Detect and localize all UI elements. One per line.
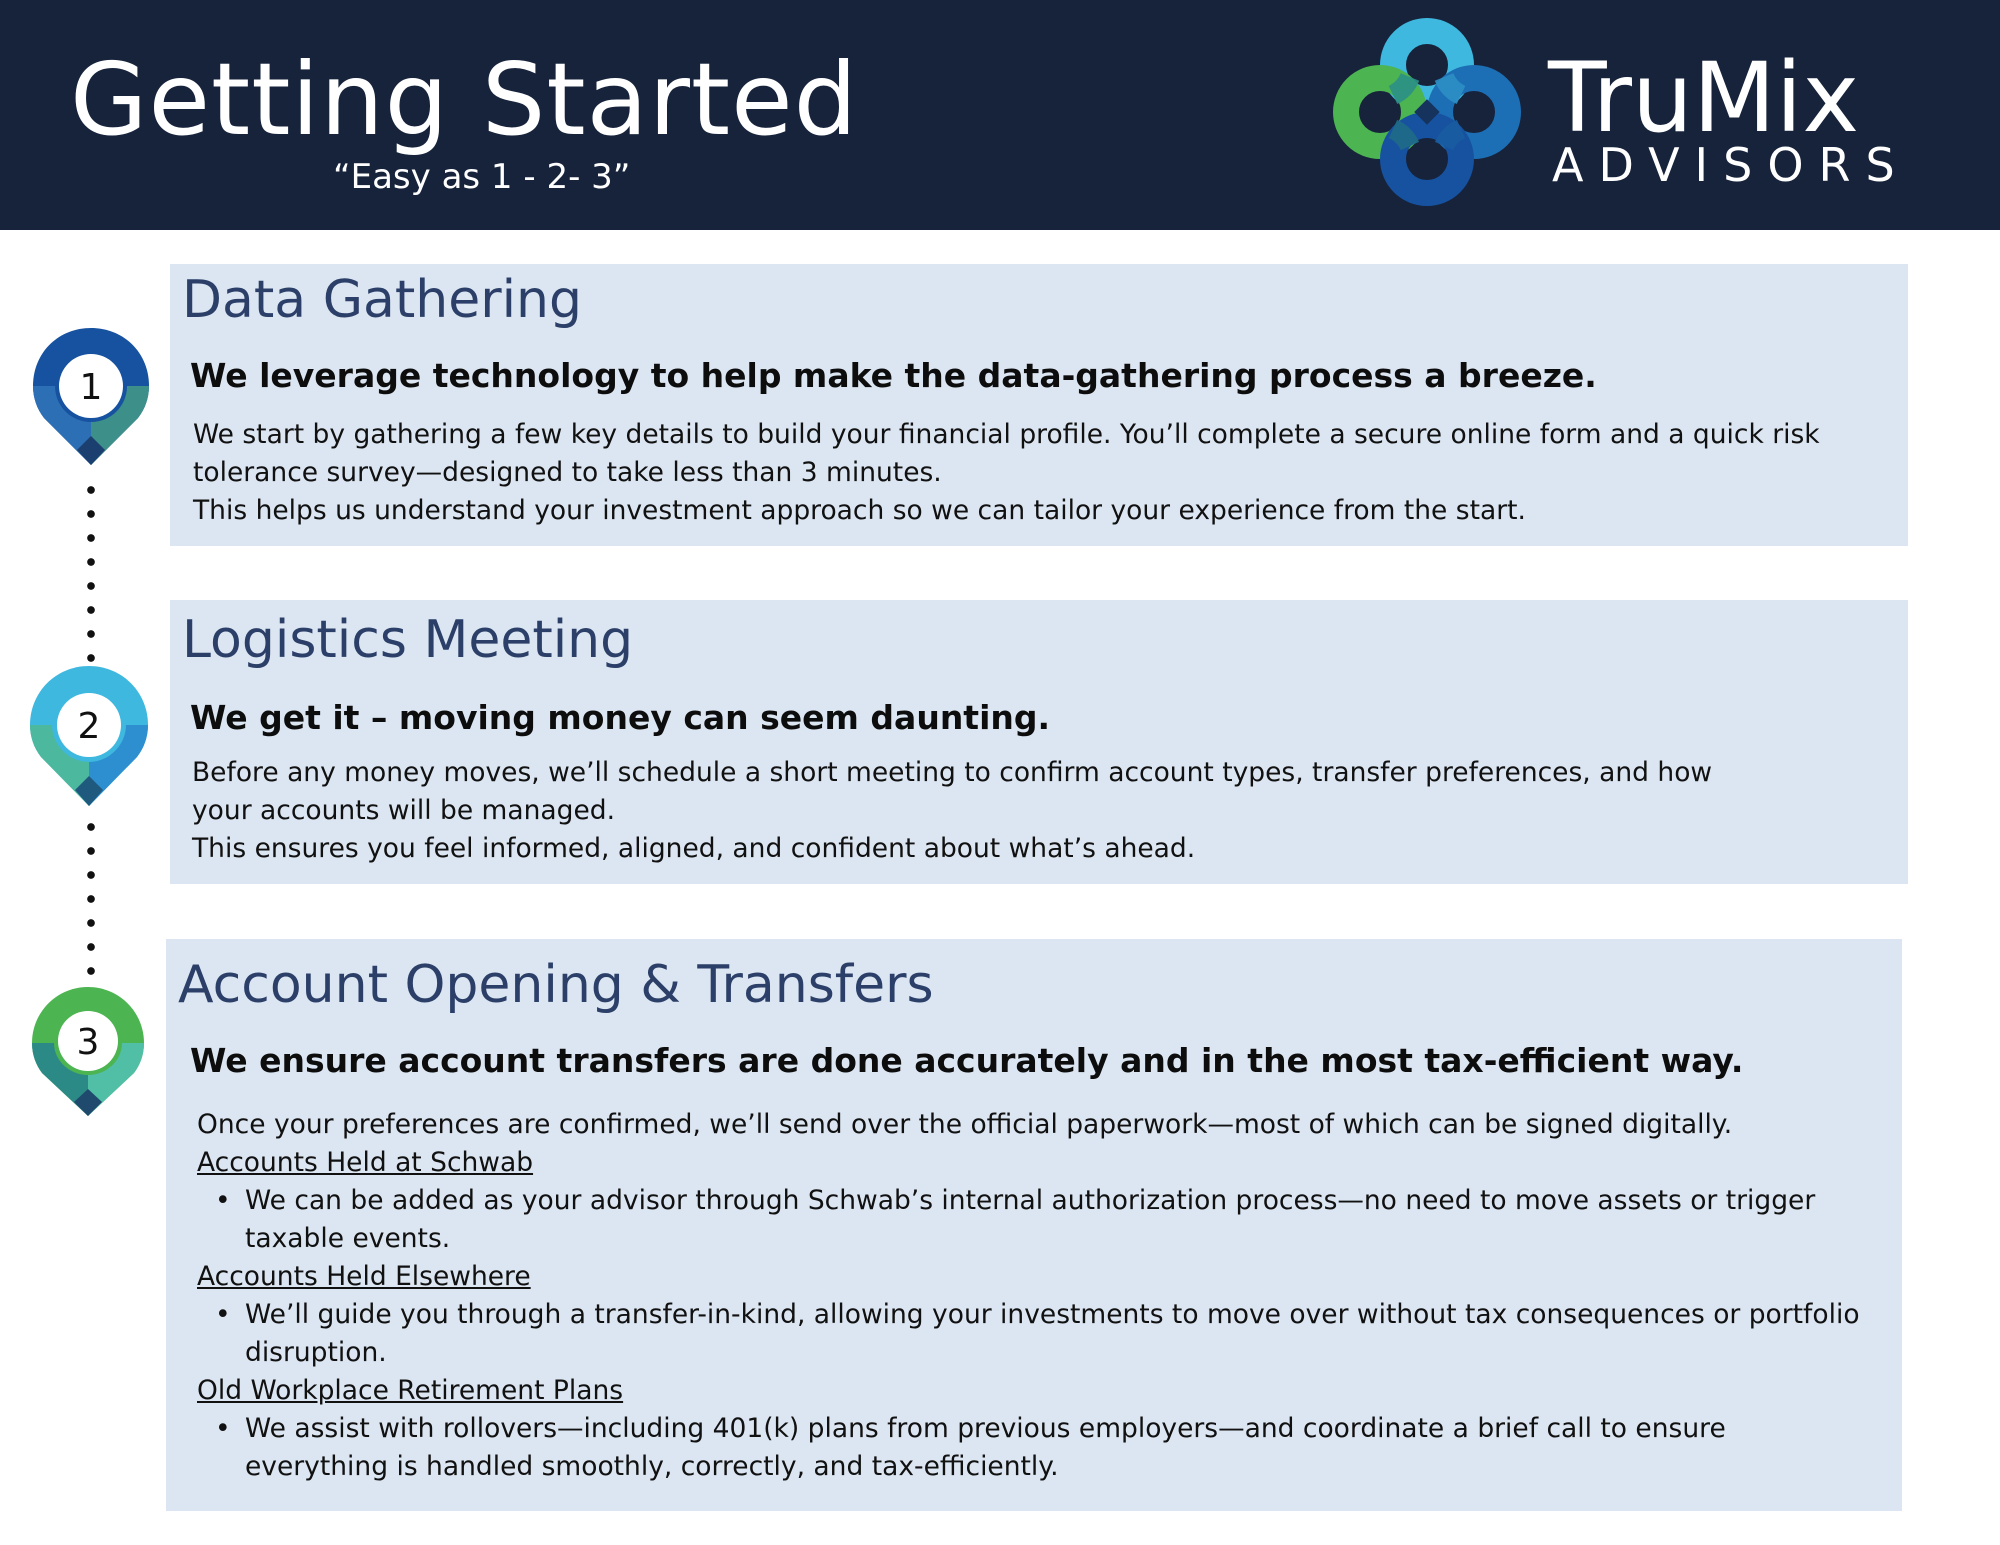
- logo-name: TruMix: [1548, 42, 1860, 154]
- bullet-icon: •: [215, 1299, 231, 1330]
- step-1-body: [193, 416, 1838, 530]
- header-banner: [0, 0, 2000, 230]
- step-1-number: 1: [79, 367, 103, 408]
- step-2-paragraph: Before any money moves, we’ll schedule a short meeting to confirm account types, transfer preferences, and how your accounts will be managed.: [192, 757, 1713, 826]
- step-1-title: Data Gathering: [182, 270, 582, 330]
- trumix-logo-icon: [1330, 15, 1525, 210]
- elsewhere-subheading: Accounts Held Elsewhere: [197, 1261, 531, 1292]
- step-1-marker-icon: [31, 326, 151, 468]
- step-3-lead: We ensure account transfers are done accurately and in the most tax-efficient way.: [190, 1041, 1744, 1080]
- step-2-panel: [170, 600, 1908, 884]
- step-3-body: [197, 1106, 1862, 1486]
- step-3-title: Account Opening & Transfers: [178, 955, 934, 1015]
- retirement-bullet-text: We assist with rollovers—including 401(k) plans from previous employers—and coordinate a brief call to ensure everything is handled smoothly, correctly, and tax-efficiently.: [245, 1413, 1726, 1482]
- step-2-title: Logistics Meeting: [182, 610, 634, 670]
- elsewhere-bullet-text: We’ll guide you through a transfer-in-kind, allowing your investments to move over without tax consequences or portfolio disruption.: [245, 1299, 1860, 1368]
- step-1-lead: We leverage technology to help make the data-gathering process a breeze.: [190, 356, 1597, 395]
- step-1-paragraph: We start by gathering a few key details to build your financial profile. You’ll complete a secure online form and a quick risk tolerance survey—designed to take less than 3 minutes.: [193, 419, 1820, 488]
- timeline-dotted-line: [87, 478, 95, 662]
- step-1-paragraph: This helps us understand your investment approach so we can tailor your experience from the start.: [193, 495, 1526, 526]
- step-3-panel: [166, 939, 1902, 1511]
- bullet-icon: •: [215, 1185, 231, 1216]
- list-item: [197, 1296, 1862, 1372]
- step-2-marker-icon: [28, 664, 150, 809]
- retirement-subheading: Old Workplace Retirement Plans: [197, 1375, 624, 1406]
- step-2-number: 2: [77, 706, 101, 747]
- page-subtitle: “Easy as 1 - 2- 3”: [333, 157, 631, 197]
- timeline-dotted-line: [87, 815, 95, 983]
- step-1-panel: [170, 264, 1908, 546]
- step-2-paragraph: This ensures you feel informed, aligned, and confident about what’s ahead.: [192, 833, 1196, 864]
- step-2-body: [192, 754, 1748, 868]
- schwab-bullet-text: We can be added as your advisor through Schwab’s internal authorization process—no need to move assets or trigger taxable events.: [245, 1185, 1816, 1254]
- step-3-number: 3: [76, 1022, 100, 1063]
- step-3-marker-icon: [30, 985, 146, 1119]
- list-item: [197, 1410, 1862, 1486]
- step-2-lead: We get it – moving money can seem daunting.: [190, 698, 1051, 737]
- list-item: [197, 1182, 1862, 1258]
- logo-subtitle: ADVISORS: [1552, 138, 1910, 192]
- page-title: Getting Started: [70, 41, 859, 158]
- schwab-subheading: Accounts Held at Schwab: [197, 1147, 534, 1178]
- bullet-icon: •: [215, 1413, 231, 1444]
- step-3-intro: Once your preferences are confirmed, we’ll send over the official paperwork—most of which can be signed digitally.: [197, 1109, 1733, 1140]
